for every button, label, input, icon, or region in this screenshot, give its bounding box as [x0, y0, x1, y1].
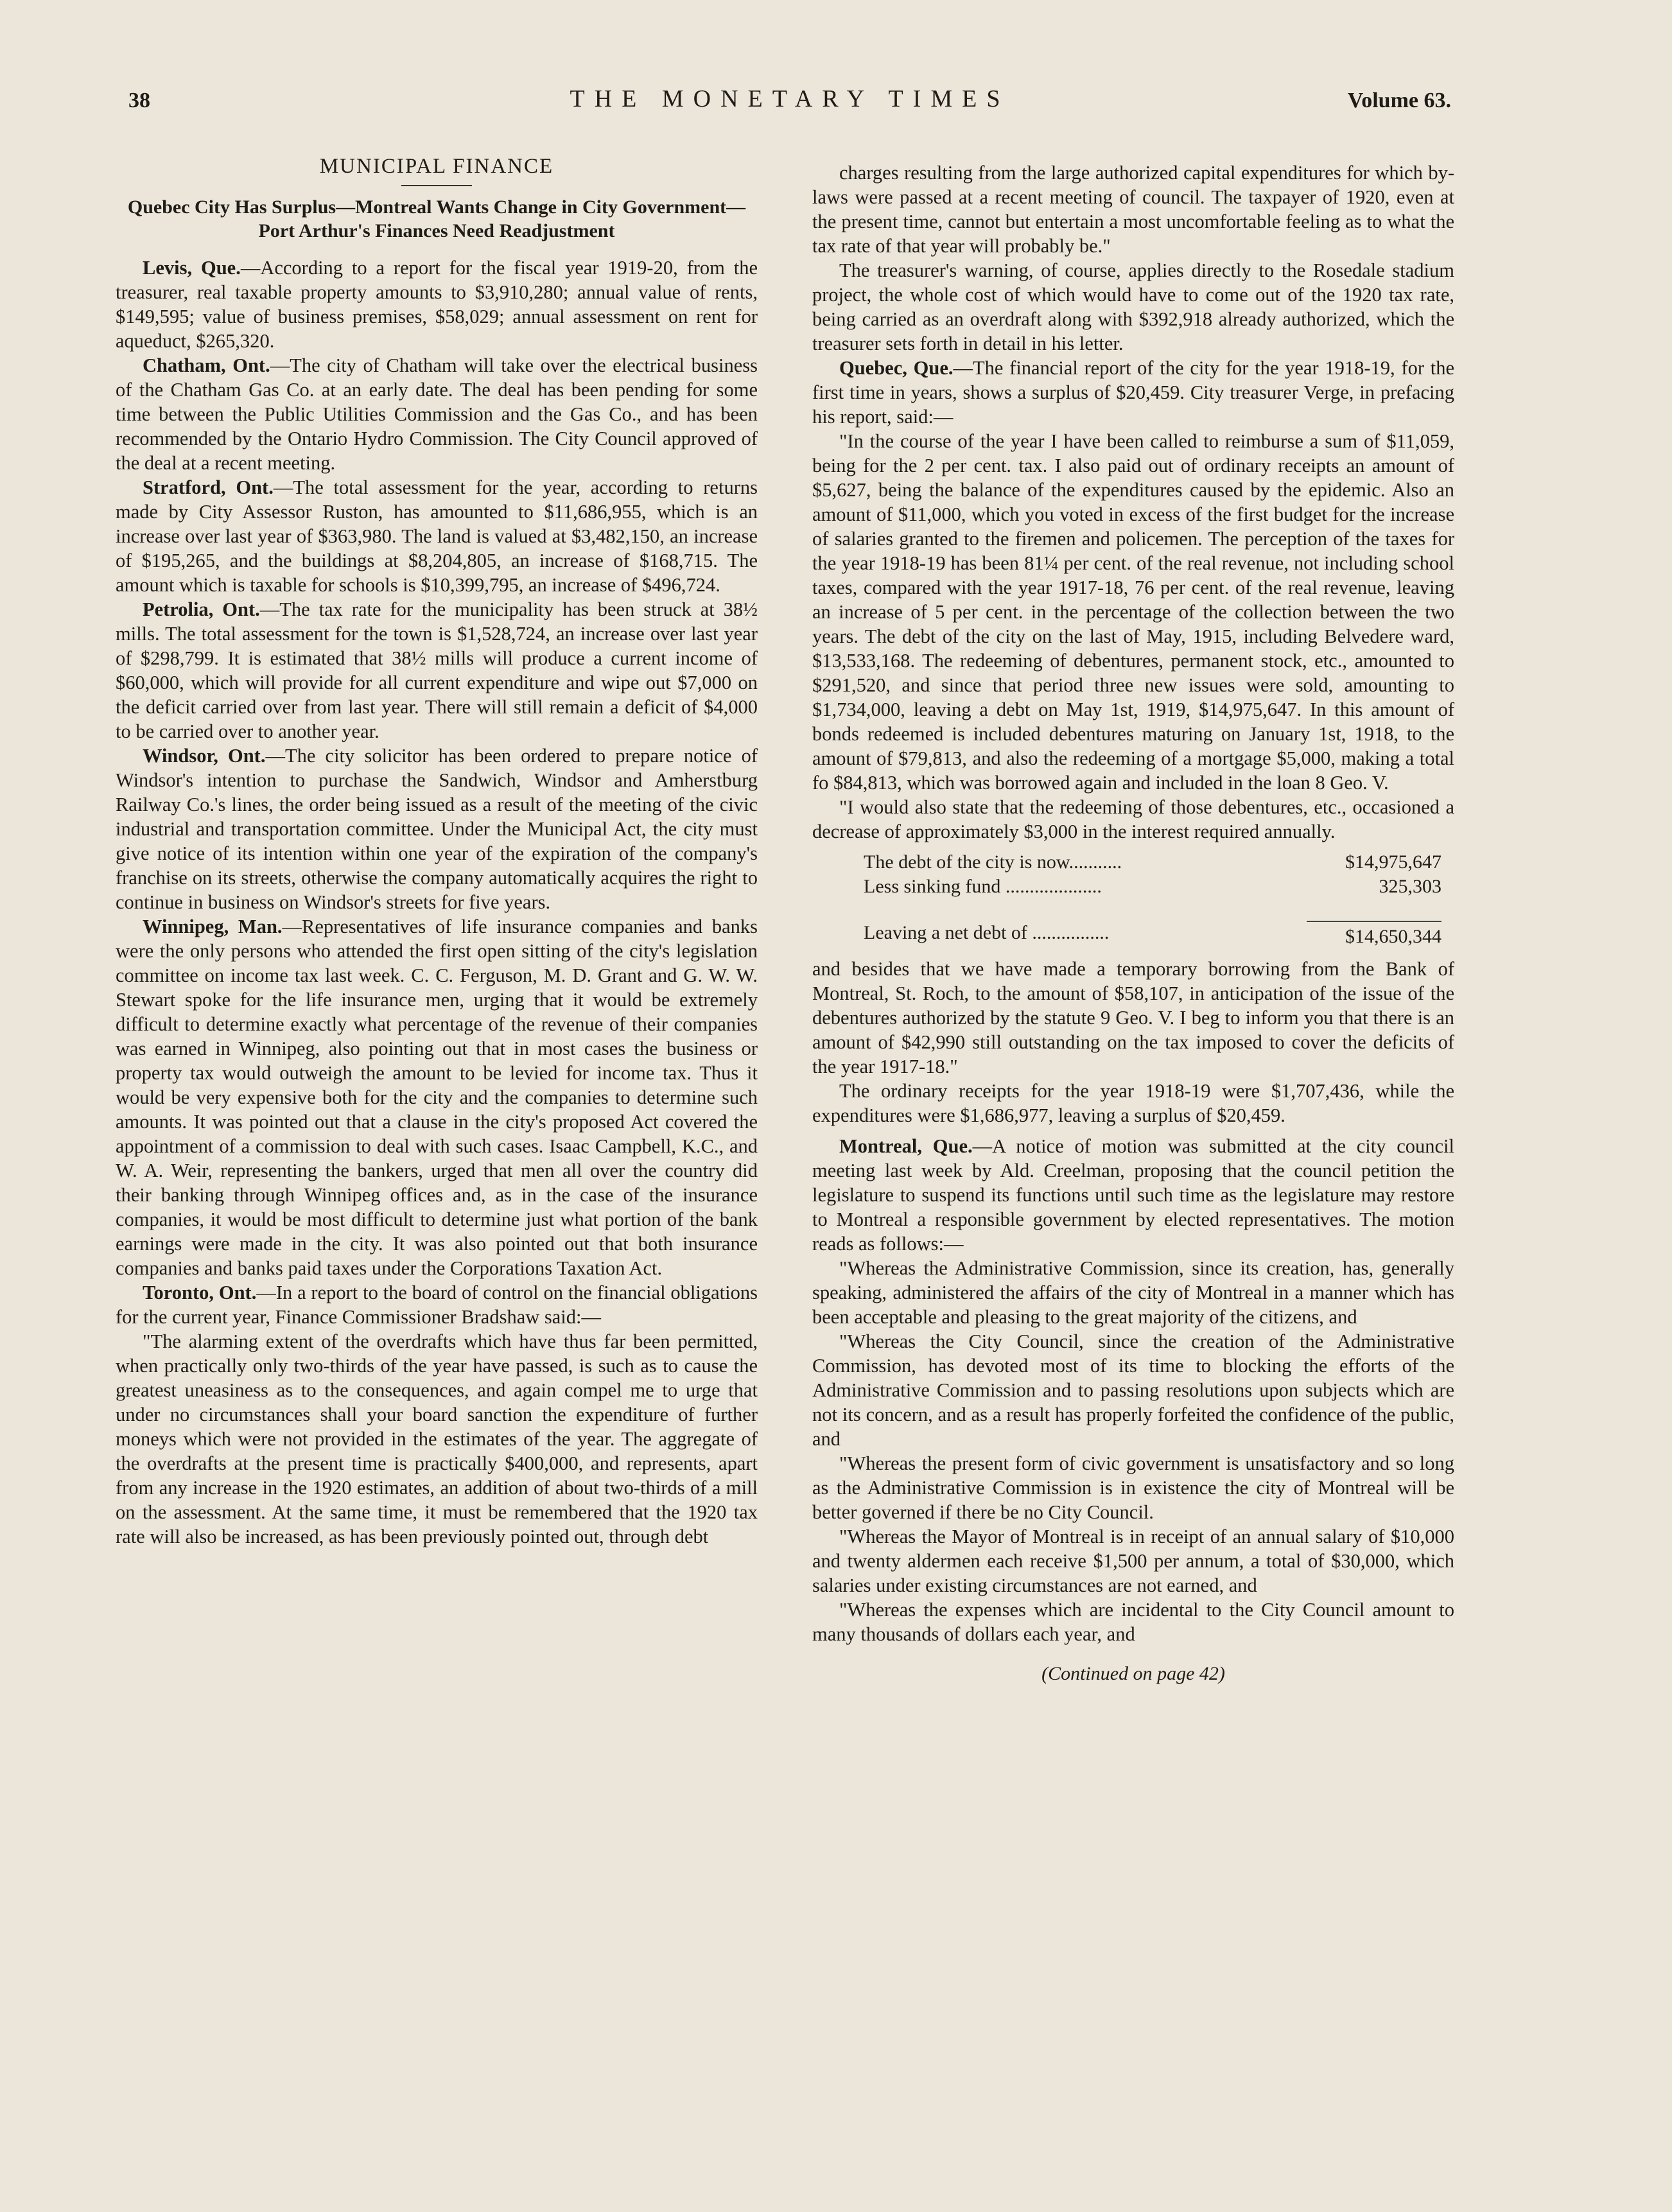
place-heading: Petrolia, Ont.: [143, 598, 260, 620]
paragraph: [116, 1329, 758, 1549]
left-column: [116, 154, 758, 1549]
paragraph: [812, 429, 1454, 795]
place-heading: Chatham, Ont.: [143, 354, 270, 376]
paragraph: [812, 356, 1454, 429]
page-number: 38: [128, 89, 150, 112]
sinking-fund-label: Less sinking fund: [864, 876, 1001, 897]
net-debt-row: [864, 921, 1441, 949]
title-divider: [401, 185, 472, 186]
paragraph: [116, 744, 758, 914]
place-heading: Quebec, Que.: [839, 357, 954, 379]
paragraph: [812, 1524, 1454, 1598]
debt-amount: $14,975,647: [1345, 851, 1441, 873]
paragraph-text: —The financial report of the city for the year 1918-19, for the first time in years, shows a surplus of $20,459. City treasurer Verge, in prefacing his report, said:—: [812, 357, 1454, 428]
paragraph-text: "The alarming extent of the overdrafts which have thus far been permitted, when practically only two-thirds of the year have passed, is such as to cause the greatest uneasiness as to the consequences, and again compel me to urge that under no circumstances shall your board sanction the expenditure of further moneys which were not provided in the estimates of the year. The aggregate of the overdrafts at the present time is practically $400,000, and represents, apart from any increase in the 1920 estimates, an addition of about two-thirds of a mill on the assessment. At the same time, it must be remembered that the 1920 tax rate will also be increased, as has been previously pointed out, through debt: [116, 1330, 758, 1547]
paragraph: [116, 353, 758, 475]
paragraph: [812, 161, 1454, 258]
continued-note: (Continued on page 42): [1041, 1663, 1225, 1684]
debt-table: [864, 850, 1441, 949]
net-debt-label: Leaving a net debt of: [864, 922, 1027, 943]
paragraph-text: "I would also state that the redeeming of those debentures, etc., occasioned a decrease of approximately $3,000 in the interest required annually.: [812, 796, 1454, 842]
volume-label: Volume 63.: [1347, 89, 1451, 112]
dot-leader: ...........: [1068, 851, 1122, 873]
left-paragraphs: [116, 256, 758, 1549]
place-heading: Toronto, Ont.: [143, 1282, 257, 1303]
paragraph-text: The ordinary receipts for the year 1918-19 were $1,707,436, while the expenditures were $1,686,977, leaving a surplus of $20,459.: [812, 1080, 1454, 1126]
paragraph: [116, 1280, 758, 1329]
paragraph-text: —The city solicitor has been ordered to prepare notice of Windsor's intention to purchase the Sandwich, Windsor and Amherstburg Railway Co.'s lines, the order being issued as a result of the meeting of the civic industrial and transportation committee. Under the Municipal Act, the city must give notice of its intention within one year of the expiration of the company's franchise on its streets, otherwise the company automatically acquires the right to continue in business on Windsor's streets for five years.: [116, 745, 758, 913]
paragraph-text: —Representatives of life insurance companies and banks were the only persons who attended the first open sitting of the city's legislation committee on income tax last week. C. C. Ferguson, M. D. Grant and G. W. W. Stewart spoke for the life insurance men, urging that it would be extremely difficult to determine exactly what percentage of the revenue of their companies was earned in Winnipeg, also pointing out that in most cases the business or property tax would outweigh the amount to be levied for income tax. Thus it would be very expensive both for the city and the companies to determine such amounts. It was pointed out that a clause in the city's proposed Act covered the appointment of a commission to deal with such cases. Isaac Campbell, K.C., and W. A. Weir, representing the bankers, urged that men all over the country did their banking through Winnipeg offices and, as in the case of the insurance companies, it would be most difficult to determine just what portion of the bank earnings were made in the city. It was also pointed out that both insurance companies and banks paid taxes under the Corporations Taxation Act.: [116, 916, 758, 1279]
place-heading: Windsor, Ont.: [143, 745, 266, 767]
paragraph-text: —The city of Chatham will take over the electrical business of the Chatham Gas Co. at an early date. The deal has been pending for some time between the Public Utilities Commission and the Gas Co., and has been recommended by the Ontario Hydro Commission. The City Council approved of the deal at a recent meeting.: [116, 354, 758, 474]
paragraph-text: The treasurer's warning, of course, applies directly to the Rosedale stadium project, the whole cost of which would have to come out of the 1920 tax rate, being carried as an overdraft along with $392,918 already authorized, which the treasurer sets forth in detail in his letter.: [812, 259, 1454, 354]
right-top-paragraphs: [812, 161, 1454, 844]
paragraph-text: —According to a report for the fiscal year 1919-20, from the treasurer, real taxable property amounts to $3,910,280; annual value of rents, $149,595; value of business premises, $58,029; annual assessment on rent for aqueduct, $265,320.: [116, 257, 758, 352]
right-bottom-paragraphs: [812, 957, 1454, 1646]
paragraph: [116, 597, 758, 744]
paragraph-text: and besides that we have made a temporary borrowing from the Bank of Montreal, St. Roch, to the amount of $58,107, in anticipation of the issue of the debentures authorized by the statute 9 Geo. V. I beg to inform you that there is an amount of $42,990 still outstanding on the tax imposed to cover the deficits of the year 1917-18.": [812, 958, 1454, 1077]
paragraph: [116, 256, 758, 353]
paragraph: [812, 1329, 1454, 1451]
article-subheading: Quebec City Has Surplus—Montreal Wants Change in City Government—Port Arthur's Finances Need Readjustment: [127, 196, 746, 241]
paragraph-text: —In a report to the board of control on the financial obligations for the current year, Finance Commissioner Bradshaw said:—: [116, 1282, 758, 1328]
right-column: [812, 161, 1454, 1686]
paragraph-text: "Whereas the present form of civic government is unsatisfactory and so long as the Administrative Commission is in existence the city of Montreal will be better governed if there be no City Council.: [812, 1452, 1454, 1523]
paragraph: [812, 795, 1454, 844]
paragraph: [812, 957, 1454, 1079]
paragraph: [812, 258, 1454, 356]
paragraph: [116, 475, 758, 597]
sinking-fund-row: [864, 875, 1441, 899]
paragraph: [812, 1451, 1454, 1524]
paragraph: [116, 914, 758, 1280]
paragraph-text: "Whereas the City Council, since the creation of the Administrative Commission, has devoted most of its time to blocking the efforts of the Administrative Commission and to passing resolutions upon subjects which are not its concern, and as a result has properly forfeited the confidence of the public, and: [812, 1330, 1454, 1450]
paragraph: [812, 1256, 1454, 1329]
paragraph-text: "In the course of the year I have been called to reimburse a sum of $11,059, being for the 2 per cent. tax. I also paid out of ordinary receipts an amount of $5,627, being the balance of the expenditures caused by the epidemic. Also an amount of $11,000, which you voted in excess of the first budget for the increase of salaries granted to the firemen and policemen. The perception of the taxes for the year 1918-19 has been 81¼ per cent. of the real revenue, not including school taxes, compared with the year 1917-18, 76 per cent. of the real revenue, leaving an increase of 5 per cent. in the percentage of the collection between the two years. The debt of the city on the last of May, 1915, including Belvedere ward, $13,533,168. The redeeming of debentures, permanent stock, etc., amounted to $291,520, and since that period three new issues were sold, amounting to $1,734,000, leaving a debt on May 1st, 1919, $14,975,647. In this amount of bonds redeemed is included debentures maturing on January 1st, 1918, to the amount of $79,813, and also the redeeming of a mortgage $5,000, making a total fo $84,813, which was borrowed again and included in the loan 8 Geo. V.: [812, 430, 1454, 794]
paragraph-text: —The tax rate for the municipality has been struck at 38½ mills. The total assessment for the town is $1,528,724, an increase over last year of $298,799. It is estimated that 38½ mills will produce a current income of $60,000, which will provide for all current expenditure and wipe out $7,000 on the deficit carried over from last year. There will still remain a deficit of $4,000 to be carried over to another year.: [116, 598, 758, 742]
debt-row: [864, 850, 1441, 875]
paragraph-text: "Whereas the Administrative Commission, since its creation, has, generally speaking, administered the affairs of the city of Montreal in a manner which has been acceptable and pleasing to the great majority of the citizens, and: [812, 1257, 1454, 1328]
net-debt-amount: $14,650,344: [1307, 921, 1441, 949]
paragraph-text: —The total assessment for the year, according to returns made by City Assessor Ruston, has amounted to $11,686,955, which is an increase over last year of $363,980. The land is valued at $3,482,150, an increase of $195,265, and the buildings at $8,204,805, an increase of $168,715. The amount which is taxable for schools is $10,399,795, an increase of $496,724.: [116, 476, 758, 596]
place-heading: Montreal, Que.: [839, 1135, 973, 1157]
paragraph-text: "Whereas the expenses which are incidental to the City Council amount to many thousands of dollars each year, and: [812, 1599, 1454, 1645]
publication-title: THE MONETARY TIMES: [570, 85, 1010, 112]
paragraph-text: —A notice of motion was submitted at the city council meeting last week by Ald. Creelman, proposing that the council petition the legislature to suspend its functions until such time as the legislature may restore to Montreal a responsible government by elected representatives. The motion reads as follows:—: [812, 1135, 1454, 1255]
paragraph: [812, 1079, 1454, 1128]
page-header: [128, 85, 1451, 123]
section-title: MUNICIPAL FINANCE: [319, 155, 554, 178]
paragraph-text: "Whereas the Mayor of Montreal is in receipt of an annual salary of $10,000 and twenty aldermen each receive $1,500 per annum, a total of $30,000, which salaries under existing circumstances are not earned, and: [812, 1526, 1454, 1596]
place-heading: Winnipeg, Man.: [143, 916, 283, 937]
debt-label: The debt of the city is now: [864, 851, 1069, 873]
place-heading: Levis, Que.: [143, 257, 241, 279]
dot-leader: ................: [1032, 922, 1110, 943]
paragraph: [812, 1598, 1454, 1646]
sinking-fund-amount: 325,303: [1379, 876, 1441, 897]
paragraph-text: charges resulting from the large authorized capital expenditures for which by-laws were passed at a recent meeting of council. The taxpayer of 1920, even at the present time, cannot but entertain a most uncomfortable feeling as to what the tax rate of that year will probably be.": [812, 162, 1454, 257]
paragraph: [812, 1134, 1454, 1256]
dot-leader: ....................: [1005, 876, 1102, 897]
place-heading: Stratford, Ont.: [143, 476, 274, 498]
